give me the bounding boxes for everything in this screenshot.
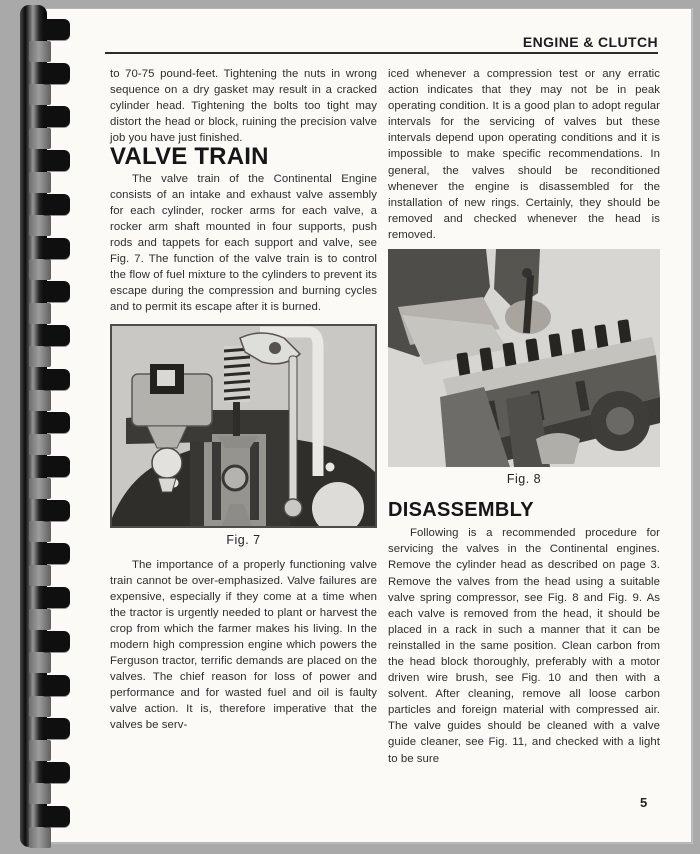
binding-tooth [43, 150, 70, 171]
paragraph-disassembly: Following is a recommended procedure for servicing the valves in the Continental engines. Remove the cylinder head as described on page 3. Remove the valves from the head using a suitable valve spring compressor, see Fig. 8 and Fig. 9. As each valve is removed from the head, it should be placed in a rack in such a manner that it can be reinstalled in the same position. Clean carbon from the head block thoroughly, preferably with a motor driven wire brush, see Fig. 10 and then with a solvent. After cleaning, remove all loose carbon particles and foreign material with compressed air. The valve guides should be cleaned with a valve guide cleaner, see Fig. 11, and checked with a light to be sure [388, 527, 660, 765]
binding-ring [29, 609, 51, 630]
figure7-frame [110, 324, 377, 528]
figure8-caption: Fig. 8 [506, 472, 542, 487]
figure7-illustration [112, 326, 375, 526]
paragraph-torque: to 70-75 pound-feet. Tightening the nuts in wrong sequence on a dry gasket may result in a cracked cylinder head. Tightening the bolts too tight may distort the head or block, ruining the precision valve job you have just finished. [110, 68, 377, 145]
paragraph-valve-train: The valve train of the Continental Engine consists of an intake and exhaust valve assembly for each cylinder, rocker arms for each valve, a rocker arm shaft mounted in four supports, push rods and tappets for each support and valve, see Fig. 7. The function of the valve train is to control the flow of fuel mixture to the cylinders to prevent its escape during the compression and burning cycles and to permit its escape after it is burned. [110, 172, 377, 314]
page-number: 5 [640, 795, 648, 810]
binding-ring [29, 259, 51, 280]
binding-ring [29, 84, 51, 105]
figure8-photo-frame [388, 249, 660, 467]
binding-tooth [43, 63, 70, 84]
running-header-title: ENGINE & CLUTCH [522, 34, 658, 50]
binding-tooth [43, 281, 70, 302]
binding-ring [29, 346, 51, 367]
binding-tooth [43, 238, 70, 259]
binding-tooth [43, 369, 70, 390]
binding-tooth [43, 806, 70, 827]
figure7-caption: Fig. 7 [226, 533, 261, 548]
binding-tooth [43, 675, 70, 696]
binding-tooth [43, 500, 70, 521]
binding-ring [29, 41, 51, 62]
binding-ring [29, 390, 51, 411]
binding-ring [29, 434, 51, 455]
binding-tooth [43, 19, 70, 40]
binding-ring [29, 478, 51, 499]
column-right [388, 66, 660, 767]
disassembly-heading: DISASSEMBLY [388, 499, 534, 522]
binding-tooth [43, 456, 70, 477]
binding-ring [29, 740, 51, 761]
binding-tooth [43, 587, 70, 608]
column-left [110, 66, 377, 734]
binding-ring [29, 521, 51, 542]
binding-ring [29, 783, 51, 804]
binding-tooth [43, 106, 70, 127]
binding-ring [29, 827, 51, 848]
binding-comb [20, 5, 86, 847]
binding-tooth [43, 762, 70, 783]
binding-tooth [43, 412, 70, 433]
binding-ring [29, 652, 51, 673]
binding-ring [29, 303, 51, 324]
paper-page [34, 8, 693, 844]
valve-train-heading: VALVE TRAIN [110, 143, 269, 171]
figure8-photo [388, 249, 660, 467]
binding-tooth [43, 543, 70, 564]
paragraph-importance: The importance of a properly functioning valve train cannot be over-emphasized. Valve failures are expensive, especially if they come at a time when the tractor is urgently needed to plant or harvest the crop from which the farmer makes his living. In the modern high compression engine which powers the Ferguson tractor, terrific demands are placed on the valves. The chief reason for loss of power and performance and for wasted fuel and oil is faulty valve action. It is, therefore imperative that the valves be serv- [110, 558, 377, 732]
running-header [105, 34, 658, 54]
binding-ring [29, 128, 51, 149]
binding-ring [29, 565, 51, 586]
binding-tooth [43, 194, 70, 215]
binding-tooth [43, 631, 70, 652]
binding-ring [29, 172, 51, 193]
binding-ring [29, 696, 51, 717]
binding-ring [29, 215, 51, 236]
paragraph-serviced: iced whenever a compression test or any erratic action indicates that they may not be in peak operating condition. It is a good plan to adopt regular intervals for the servicing of valves but these intervals depend upon operating conditions and it is impossible to make specific recommendations. In general, the valves should be reconditioned whenever the engine is disassembled for the installation of new rings. Certainly, they should be removed and checked whenever the head is removed. [388, 68, 660, 241]
binding-tooth [43, 718, 70, 739]
binding-tooth [43, 325, 70, 346]
